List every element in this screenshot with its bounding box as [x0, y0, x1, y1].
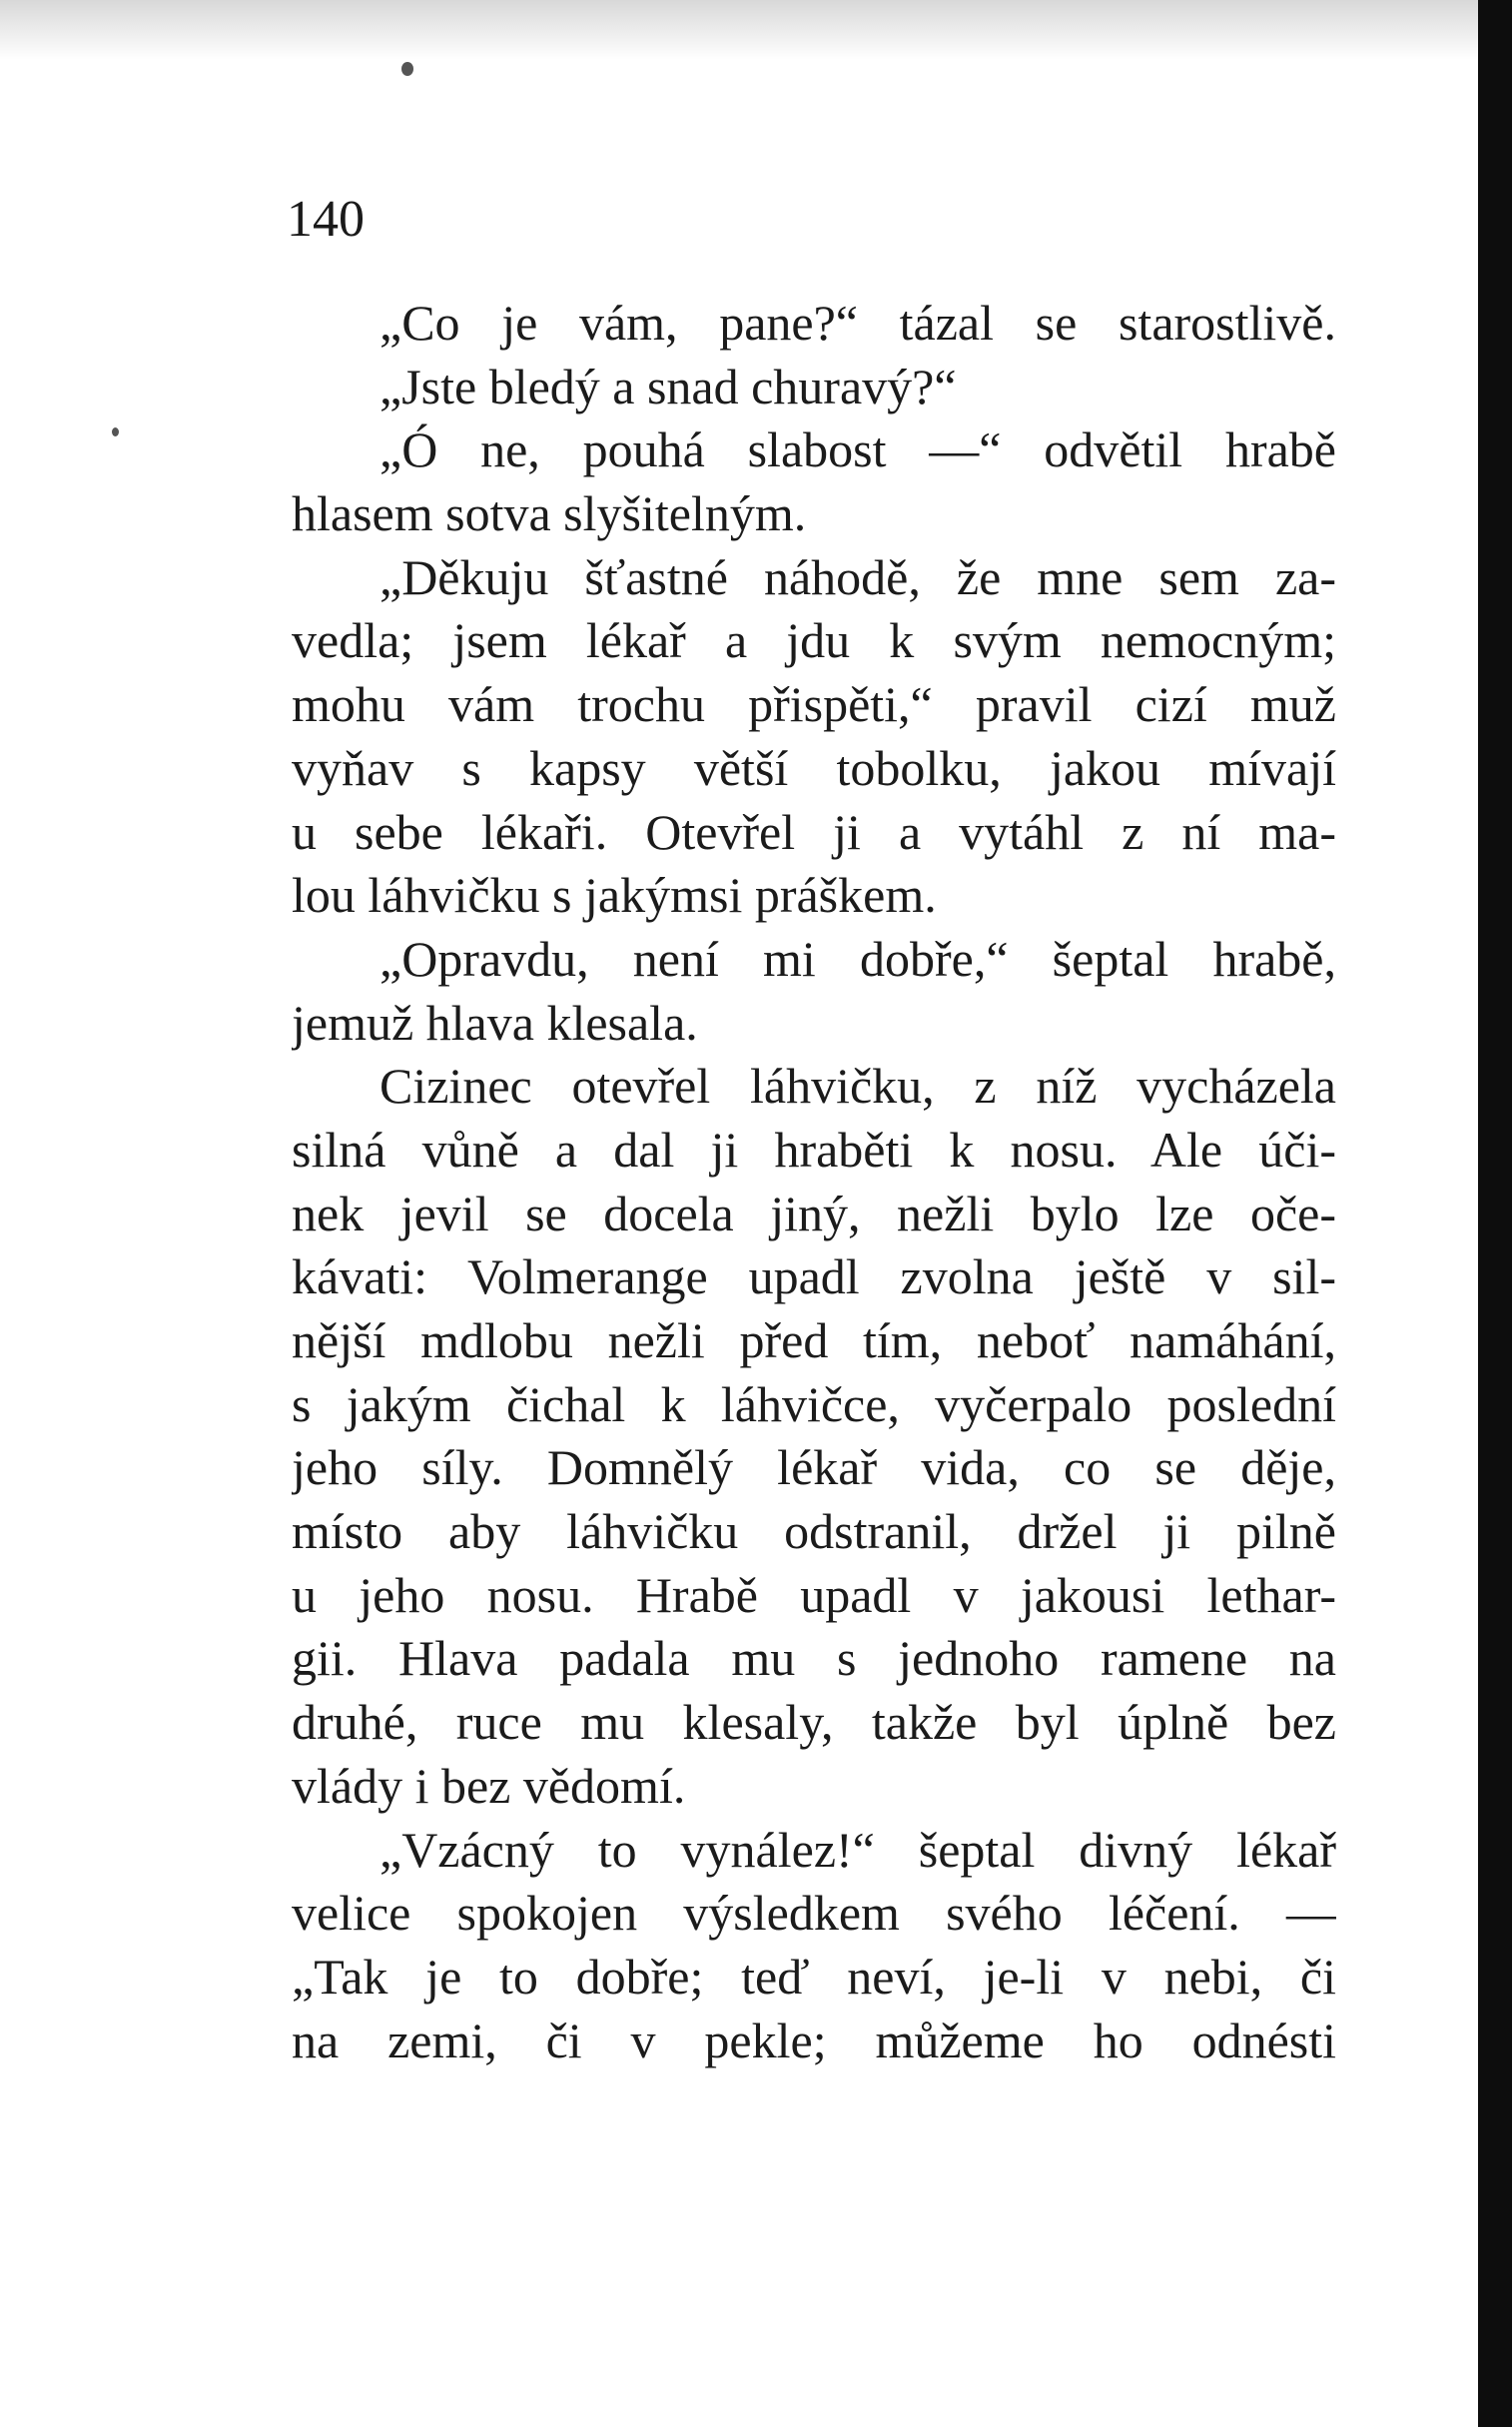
page-number: 140: [287, 191, 365, 248]
text-line: „Co je vám, pane?“ tázal se starostlivě.: [379, 295, 1336, 351]
text-line: „Jste bledý a snad churavý?“: [379, 358, 957, 414]
text-line: na zemi, či v pekle; můžeme ho odnésti: [292, 2012, 1336, 2068]
text-line: kávati: Volmerange upadl zvolna ještě v sil-: [292, 1248, 1336, 1305]
text-line: „Opravdu, není mi dobře,“ šeptal hrabě,: [379, 930, 1336, 987]
text-line: vedla; jsem lékař a jdu k svým nemocným;: [292, 612, 1336, 669]
text-line: místo aby láhvičku odstranil, držel ji pilně: [292, 1503, 1336, 1560]
text-line: „Děkuju šťastné náhodě, že mne sem za-: [379, 548, 1336, 605]
text-line: „Ó ne, pouhá slabost —“ odvětil hrabě: [379, 421, 1336, 478]
text-line: velice spokojen výsledkem svého léčení. —: [292, 1885, 1336, 1942]
scan-speck: [401, 62, 413, 76]
text-line: vlády i bez vědomí.: [292, 1757, 686, 1814]
text-line: „Tak je to dobře; teď neví, je-li v nebi, či: [292, 1948, 1336, 2005]
text-line: Cizinec otevřel láhvičku, z níž vycházela: [379, 1058, 1336, 1115]
text-line: hlasem sotva slyšitelným.: [292, 485, 807, 542]
text-line: jemuž hlava klesala.: [292, 994, 698, 1051]
text-line: jeho síly. Domnělý lékař vida, co se děje,: [292, 1439, 1336, 1496]
text-line: nek jevil se docela jiný, nežli bylo lze oče-: [292, 1185, 1336, 1241]
text-line: „Vzácný to vynález!“ šeptal divný lékař: [379, 1821, 1336, 1878]
text-line: mohu vám trochu přispěti,“ pravil cizí muž: [292, 676, 1336, 733]
text-line: vyňav s kapsy větší tobolku, jakou mívají: [292, 739, 1336, 796]
text-line: lou láhvičku s jakýmsi práškem.: [292, 867, 937, 924]
scan-speck: [112, 427, 119, 436]
text-line: u sebe lékaři. Otevřel ji a vytáhl z ní ma-: [292, 803, 1336, 860]
text-line: s jakým čichal k láhvičce, vyčerpalo poslední: [292, 1375, 1336, 1432]
scan-shadow: [0, 0, 1478, 60]
text-line: silná vůně a dal ji hraběti k nosu. Ale úči-: [292, 1121, 1336, 1178]
body-text: [292, 292, 1336, 2072]
text-line: nější mdlobu nežli před tím, neboť namáhání,: [292, 1312, 1336, 1368]
text-line: gii. Hlava padala mu s jednoho ramene na: [292, 1630, 1336, 1687]
text-line: u jeho nosu. Hrabě upadl v jakousi lethar-: [292, 1566, 1336, 1623]
text-line: druhé, ruce mu klesaly, takže byl úplně bez: [292, 1694, 1336, 1751]
